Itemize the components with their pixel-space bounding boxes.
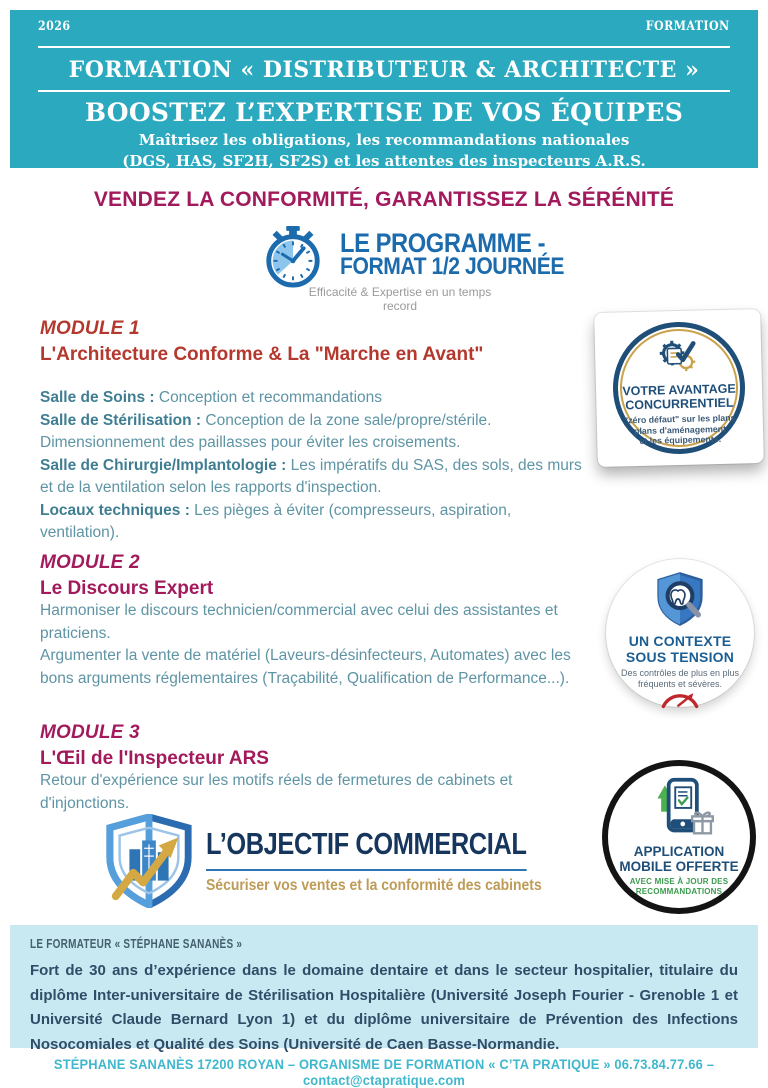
module-1-body xyxy=(40,387,588,545)
logo-subtitle: Sécuriser vos ventes et la conformité des cabinets xyxy=(206,877,542,894)
module-3-label: MODULE 3 xyxy=(40,722,140,743)
gauge-icon xyxy=(656,696,704,713)
stopwatch-icon xyxy=(254,226,332,293)
header-divider-bottom xyxy=(38,90,730,92)
module-1-item: Locaux techniques : Les pièges à éviter (compresseurs, aspiration, ventilation). xyxy=(40,501,512,541)
module-1-item: Salle de Soins : Conception et recommandations xyxy=(40,389,383,406)
module-2-body xyxy=(40,600,588,690)
module-1-item: Salle de Chirurgie/Implantologie : Les impératifs du SAS, des sols, des murs et de la ventilation selon les rapports d'inspection. xyxy=(40,456,582,496)
header-meta-row xyxy=(38,19,730,34)
program-title xyxy=(340,228,565,280)
context-badge xyxy=(606,559,754,707)
module-1-title: L'Architecture Conforme & La "Marche en Avant" xyxy=(40,344,484,365)
module-2-paragraph: Harmoniser le discours technicien/commercial avec celui des assistantes et praticiens. xyxy=(40,602,558,642)
context-badge-subtitle: Des contrôles de plus en plus fréquents et sévères. xyxy=(620,668,740,689)
program-title-line2: FORMAT 1/2 JOURNÉE xyxy=(340,253,565,280)
module-2-paragraph: Argumenter la vente de matériel (Laveurs-désinfecteurs, Automates) avec les bons arguments réglementaires (Traçabilité, Qualification de Performance...). xyxy=(40,647,571,687)
module-1-label: MODULE 1 xyxy=(40,318,140,339)
module-3-body xyxy=(40,770,588,815)
tagline: VENDEZ LA CONFORMITÉ, GARANTISSEZ LA SÉRÉNITÉ xyxy=(93,188,675,211)
program-subtitle: Efficacité & Expertise en un temps record xyxy=(308,285,492,313)
header-divider-top xyxy=(38,46,730,48)
trainer-bio: Fort de 30 ans d’expérience dans le domaine dentaire et dans le secteur hospitalier, titulaire du diplôme Inter-universitaire de Stérilisation Hospitalière (Université Joseph Fourier - Grenoble 1 et Université Claude Bernard Lyon 1) et du diplôme universitaire de Prévention des Infections Nosocomiales et Qualité des Soins (Université de Caen Basse-Normandie. xyxy=(30,962,738,1053)
module-3-title: L'Œil de l'Inspecteur ARS xyxy=(40,748,269,769)
module-2-label: MODULE 2 xyxy=(40,552,140,573)
mobile-gift-icon xyxy=(644,825,714,842)
shield-growth-arrow-icon xyxy=(100,814,198,913)
header-band xyxy=(10,10,758,168)
header-subtitle: BOOSTEZ L’EXPERTISE DE VOS ÉQUIPES xyxy=(84,98,684,127)
header-description-line2: (DGS, HAS, SF2H, SF2S) et les attentes des inspecteurs A.R.S. xyxy=(122,152,646,170)
header-title: FORMATION « DISTRIBUTEUR & ARCHITECTE » xyxy=(68,57,700,83)
trainer-panel xyxy=(10,925,758,1053)
module-1-item: Salle de Stérilisation : Conception de la zone sale/propre/stérile. Dimensionnement des paillasses pour éviter les croisements. xyxy=(40,411,492,451)
footer-contact-line: STÉPHANE SANANÈS 17200 ROYAN – ORGANISME DE FORMATION « C’TA PRATIQUE » 06.73.84.77.66 – contact@ctapratique.com xyxy=(53,1056,715,1088)
advantage-badge-subtitle: "zéro défaut" sur les plans plans d'aménagement et les équipements. xyxy=(623,412,736,446)
module-2-title: Le Discours Expert xyxy=(40,578,214,599)
module-1 xyxy=(40,318,588,545)
module-3-paragraph: Retour d'expérience sur les motifs réels de fermetures de cabinets et d'injonctions. xyxy=(40,772,513,812)
shield-tooth-magnifier-icon xyxy=(651,614,709,631)
logo-title: L’OBJECTIF COMMERCIAL xyxy=(206,826,526,871)
mobile-app-badge-subtitle: AVEC MISE À JOUR DES RECOMMANDATIONS xyxy=(629,877,729,896)
context-badge-title: UN CONTEXTE SOUS TENSION xyxy=(625,633,735,665)
advantage-badge xyxy=(594,309,764,467)
advantage-badge-title: VOTRE AVANTAGE CONCURRENTIEL xyxy=(622,381,736,413)
header-description-line1: Maîtrisez les obligations, les recommandations nationales xyxy=(138,131,630,149)
year-label: 2026 xyxy=(38,19,71,34)
formation-tag: FORMATION xyxy=(646,19,730,34)
program-title-line1: LE PROGRAMME - xyxy=(340,228,546,258)
module-2 xyxy=(40,552,588,690)
mobile-app-badge xyxy=(602,760,756,914)
gear-check-icon xyxy=(655,335,702,381)
trainer-heading: LE FORMATEUR « STÉPHANE SANANÈS » xyxy=(30,937,243,951)
advantage-badge-circle xyxy=(611,320,746,455)
module-3 xyxy=(40,722,588,815)
mobile-app-badge-title: APPLICATION MOBILE OFFERTE xyxy=(619,844,739,874)
objectif-commercial-logo xyxy=(206,826,597,895)
